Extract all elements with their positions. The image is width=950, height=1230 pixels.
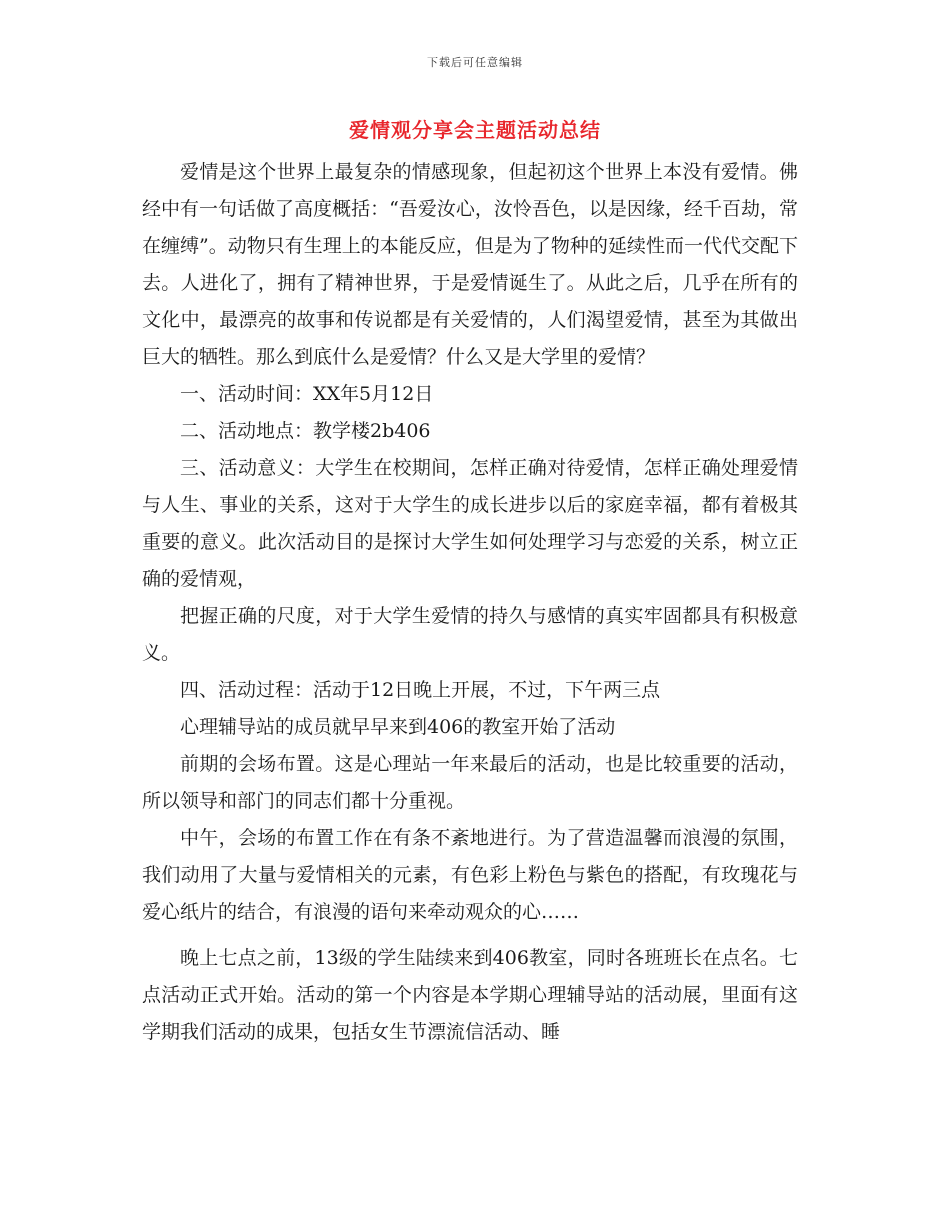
paragraph-significance-cont: 把握正确的尺度，对于大学生爱情的持久与感情的真实牢固都具有积极意义。 (142, 605, 798, 664)
paragraph-preparation: 前期的会场布置。这是心理站一年来最后的活动，也是比较重要的活动，所以领导和部门的同志们都十分重视。 (142, 753, 798, 812)
paragraph-process-cont: 心理辅导站的成员就早早来到406的教室开始了活动 (180, 716, 616, 738)
paragraph-time: 一、活动时间：XX年5月12日 (180, 383, 434, 405)
document-title: 爱情观分享会主题活动总结 (349, 118, 601, 142)
paragraph-intro: 爱情是这个世界上最复杂的情感现象，但起初这个世界上本没有爱情。佛经中有一句话做了高度概括：“吾爱汝心，汝怜吾色，以是因缘，经千百劫，常在缠缚”。动物只有生理上的本能反应，但是为了物种的延续性而一代代交配下去。人进化了，拥有了精神世界，于是爱情诞生了。从此之后，几乎在所有的文化中，最漂亮的故事和传说都是有关爱情的，人们渴望爱情，甚至为其做出巨大的牺牲。那么到底什么是爱情？什么又是大学里的爱情？ (142, 161, 798, 368)
document-body (142, 154, 798, 1051)
header-note: 下载后可任意编辑 (427, 56, 523, 69)
paragraph-evening: 晚上七点之前，13级的学生陆续来到406教室，同时各班班长在点名。七点活动正式开始。活动的第一个内容是本学期心理辅导站的活动展，里面有这学期我们活动的成果，包括女生节漂流信活动、睡 (142, 947, 798, 1043)
paragraph-noon: 中午，会场的布置工作在有条不紊地进行。为了营造温馨而浪漫的氛围，我们动用了大量与爱情相关的元素，有色彩上粉色与紫色的搭配，有玫瑰花与爱心纸片的结合，有浪漫的语句来牵动观众的心…… (142, 827, 798, 923)
paragraph-significance: 三、活动意义：大学生在校期间，怎样正确对待爱情，怎样正确处理爱情与人生、事业的关系，这对于大学生的成长进步以后的家庭幸福，都有着极其重要的意义。此次活动目的是探讨大学生如何处理学习与恋爱的关系，树立正确的爱情观， (142, 457, 798, 590)
paragraph-location: 二、活动地点：教学楼2b406 (180, 420, 431, 442)
paragraph-process: 四、活动过程：活动于12日晚上开展，不过，下午两三点 (180, 679, 661, 701)
